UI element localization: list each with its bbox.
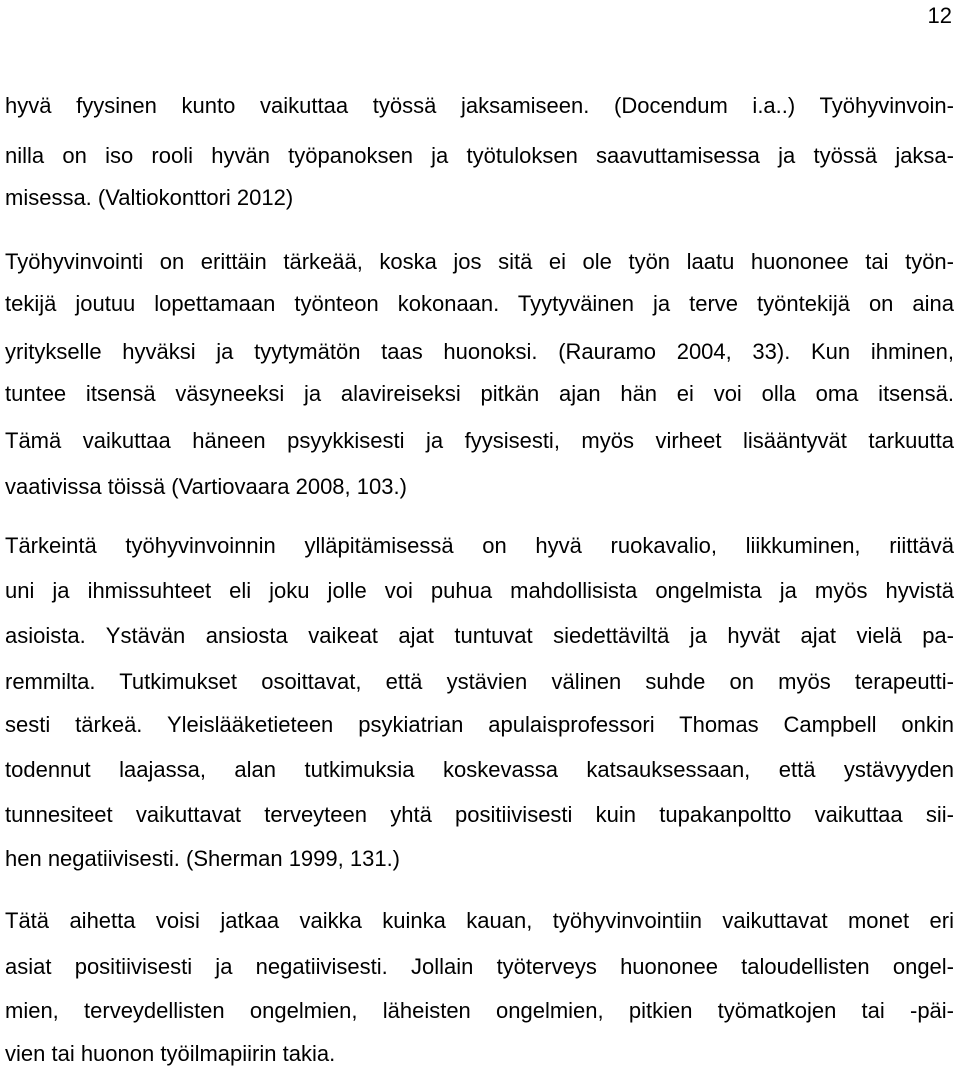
text-line: Tärkeintä työhyvinvoinnin ylläpitämisessä on hyvä ruokavalio, liikkuminen, riittävä bbox=[5, 533, 954, 558]
text-line: vien tai huonon työilmapiirin takia. bbox=[5, 1041, 336, 1066]
text-line: mien, terveydellisten ongelmien, läheisten ongelmien, pitkien työmatkojen tai -päi- bbox=[5, 998, 954, 1023]
text-line: hyvä fyysinen kunto vaikuttaa työssä jaksamiseen. (Docendum i.a..) Työhyvinvoin- bbox=[5, 93, 954, 118]
text-line: todennut laajassa, alan tutkimuksia koskevassa katsauksessaan, että ystävyyden bbox=[5, 757, 954, 782]
text-line: tunnesiteet vaikuttavat terveyteen yhtä positiivisesti kuin tupakanpoltto vaikuttaa sii- bbox=[5, 802, 954, 827]
text-line: vaativissa töissä (Vartiovaara 2008, 103.) bbox=[5, 474, 407, 499]
page-number: 12 bbox=[927, 3, 952, 28]
text-line: tekijä joutuu lopettamaan työnteon kokonaan. Tyytyväinen ja terve työntekijä on aina bbox=[5, 291, 954, 316]
text-line: Työhyvinvointi on erittäin tärkeää, koska jos sitä ei ole työn laatu huononee tai työn- bbox=[5, 249, 954, 274]
text-line: remmilta. Tutkimukset osoittavat, että ystävien välinen suhde on myös terapeutti- bbox=[5, 669, 954, 694]
text-line: yritykselle hyväksi ja tyytymätön taas huonoksi. (Rauramo 2004, 33). Kun ihminen, bbox=[5, 339, 954, 364]
text-line: Tätä aihetta voisi jatkaa vaikka kuinka kauan, työhyvinvointiin vaikuttavat monet eri bbox=[5, 908, 954, 933]
text-line: hen negatiivisesti. (Sherman 1999, 131.) bbox=[5, 846, 401, 871]
text-line: misessa. (Valtiokonttori 2012) bbox=[5, 185, 294, 210]
text-line: nilla on iso rooli hyvän työpanoksen ja työtuloksen saavuttamisessa ja työssä jaksa- bbox=[5, 143, 954, 168]
text-line: uni ja ihmissuhteet eli joku jolle voi puhua mahdollisista ongelmista ja myös hyvistä bbox=[5, 578, 954, 603]
text-line: sesti tärkeä. Yleislääketieteen psykiatrian apulaisprofessori Thomas Campbell onkin bbox=[5, 712, 954, 737]
text-line: Tämä vaikuttaa häneen psyykkisesti ja fyysisesti, myös virheet lisääntyvät tarkuutta bbox=[5, 428, 954, 453]
text-line: asiat positiivisesti ja negatiivisesti. Jollain työterveys huononee taloudellisten ongel- bbox=[5, 954, 954, 979]
text-line: asioista. Ystävän ansiosta vaikeat ajat tuntuvat siedettäviltä ja hyvät ajat vielä pa- bbox=[5, 623, 954, 648]
text-line: tuntee itsensä väsyneeksi ja alavireiseksi pitkän ajan hän ei voi olla oma itsensä. bbox=[5, 381, 954, 406]
